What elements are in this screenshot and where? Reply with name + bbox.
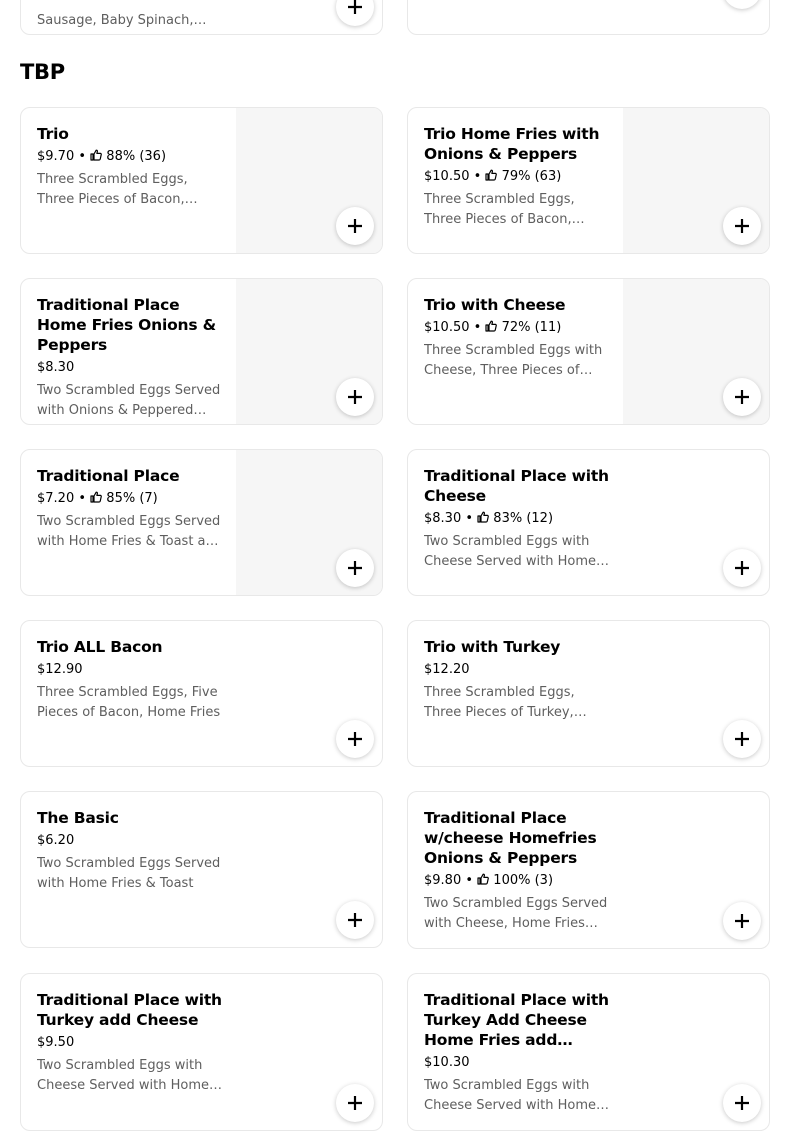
item-description: Three Scrambled Eggs, Three Pieces of Turkey,: [424, 685, 575, 720]
item-price: $8.30: [424, 511, 462, 526]
plus-icon: [735, 390, 749, 404]
item-price: $7.20: [37, 491, 75, 506]
item-price: $10.50: [424, 320, 470, 335]
item-meta: [37, 148, 225, 166]
item-title: Traditional Place with Cheese: [424, 467, 609, 505]
item-price: $8.30: [37, 360, 75, 375]
item-title: Traditional Place with Turkey add Cheese: [37, 991, 222, 1029]
item-description: Three Scrambled Eggs, Five Pieces of Bacon, Home Fries: [37, 685, 221, 720]
item-meta: [424, 661, 612, 679]
menu-item-card[interactable]: [407, 449, 770, 596]
item-title: Trio with Turkey: [424, 638, 561, 656]
item-meta: [424, 319, 612, 337]
item-meta: [424, 872, 612, 890]
item-meta: [37, 359, 225, 377]
item-title: Trio ALL Bacon: [37, 638, 163, 656]
plus-icon: [735, 914, 749, 928]
add-item-button[interactable]: [336, 549, 374, 587]
plus-icon: [735, 1096, 749, 1110]
plus-icon: [348, 0, 362, 14]
plus-icon: [735, 732, 749, 746]
item-rating: • 79% (63): [469, 169, 562, 184]
item-rating-text: 83% (12): [493, 511, 554, 526]
menu-item-card[interactable]: [407, 107, 770, 254]
item-rating-text: 88% (36): [106, 149, 167, 164]
add-item-button[interactable]: [723, 720, 761, 758]
menu-item-card[interactable]: [407, 620, 770, 767]
item-rating-text: 79% (63): [501, 169, 562, 184]
item-title: Traditional Place Home Fries Onions & Peppers: [37, 296, 216, 354]
item-description: Three Scrambled Eggs with Cheese, Three Pieces of: [424, 343, 603, 378]
menu-item-card[interactable]: [407, 791, 770, 949]
item-rating: • 72% (11): [469, 320, 562, 335]
item-description: Two Scrambled Eggs Served with Home Fries & Toast: [37, 856, 221, 891]
item-description: Two Scrambled Eggs with Cheese Served with Home: [37, 1058, 209, 1093]
add-item-button[interactable]: [723, 207, 761, 245]
add-item-button[interactable]: [723, 902, 761, 940]
item-description: Sausage, Baby Spinach,…: [37, 13, 207, 28]
item-title: Traditional Place with Turkey Add Cheese Home Fries add: [424, 991, 609, 1049]
item-meta: [37, 1034, 225, 1052]
plus-icon: [348, 561, 362, 575]
add-item-button[interactable]: [336, 720, 374, 758]
plus-icon: [735, 219, 749, 233]
item-rating-text: 100% (3): [493, 873, 554, 888]
plus-icon: [348, 390, 362, 404]
item-title: The Basic: [37, 809, 119, 827]
item-rating: • 83% (12): [461, 511, 554, 526]
thumbs-up-icon: [485, 320, 497, 332]
menu-item-card[interactable]: [20, 107, 383, 254]
menu-item-card[interactable]: [20, 620, 383, 767]
item-rating-text: 72% (11): [501, 320, 562, 335]
item-title: Trio: [37, 125, 69, 143]
item-title: Trio with Cheese: [424, 296, 566, 314]
item-meta: [37, 490, 225, 508]
section-title: TBP: [20, 60, 65, 84]
item-title: Trio Home Fries with Onions & Peppers: [424, 125, 600, 163]
item-rating: • 85% (7): [74, 491, 158, 506]
thumbs-up-icon: [477, 511, 489, 523]
thumbs-up-icon: [90, 149, 102, 161]
item-rating: • 100% (3): [461, 873, 554, 888]
item-title: Traditional Place w/cheese Homefries Onions & Peppers: [424, 809, 597, 867]
item-description: Three Scrambled Eggs, Three Pieces of Bacon,: [37, 172, 188, 207]
menu-item-card[interactable]: [20, 791, 383, 948]
item-meta: [37, 832, 225, 850]
item-price: $12.90: [37, 662, 83, 677]
item-meta: [424, 510, 612, 528]
add-item-button[interactable]: [723, 0, 761, 9]
add-item-button[interactable]: [336, 901, 374, 939]
plus-icon: [348, 732, 362, 746]
plus-icon: [348, 913, 362, 927]
item-price: $10.30: [424, 1055, 470, 1070]
add-item-button[interactable]: [723, 549, 761, 587]
add-item-button[interactable]: [723, 1084, 761, 1122]
thumbs-up-icon: [477, 873, 489, 885]
item-description: Three Scrambled Eggs, Three Pieces of Bacon,: [424, 192, 575, 227]
item-description: Two Scrambled Eggs Served with Onions & Peppered: [37, 383, 221, 418]
item-price: $9.50: [37, 1035, 75, 1050]
item-description: Two Scrambled Eggs Served with Home Fries & Toast and: [37, 514, 223, 549]
item-price: $10.50: [424, 169, 470, 184]
item-rating: • 88% (36): [74, 149, 167, 164]
menu-item-card[interactable]: [407, 278, 770, 425]
menu-item-card[interactable]: [407, 973, 770, 1131]
item-price: $9.70: [37, 149, 75, 164]
item-rating-text: 85% (7): [106, 491, 158, 506]
menu-item-card[interactable]: [20, 0, 383, 35]
add-item-button[interactable]: [336, 207, 374, 245]
add-item-button[interactable]: [723, 378, 761, 416]
plus-icon: [348, 1096, 362, 1110]
menu-item-card[interactable]: [20, 278, 383, 425]
item-description: Two Scrambled Eggs Served with Cheese, Home Fries: [424, 896, 608, 931]
item-description: Two Scrambled Eggs with Cheese Served with Home: [424, 1078, 596, 1113]
item-meta: [37, 661, 225, 679]
item-description: Two Scrambled Eggs with Cheese Served with Home: [424, 534, 596, 569]
add-item-button[interactable]: [336, 0, 374, 26]
plus-icon: [348, 219, 362, 233]
item-price: $9.80: [424, 873, 462, 888]
thumbs-up-icon: [485, 169, 497, 181]
menu-item-card[interactable]: [407, 0, 770, 35]
add-item-button[interactable]: [336, 1084, 374, 1122]
menu-item-card[interactable]: [20, 973, 383, 1131]
add-item-button[interactable]: [336, 378, 374, 416]
thumbs-up-icon: [90, 491, 102, 503]
item-meta: [424, 1054, 612, 1072]
plus-icon: [735, 561, 749, 575]
item-price: $12.20: [424, 662, 470, 677]
item-price: $6.20: [37, 833, 75, 848]
item-meta: [424, 168, 612, 186]
menu-item-card[interactable]: [20, 449, 383, 596]
item-title: Traditional Place: [37, 467, 180, 485]
